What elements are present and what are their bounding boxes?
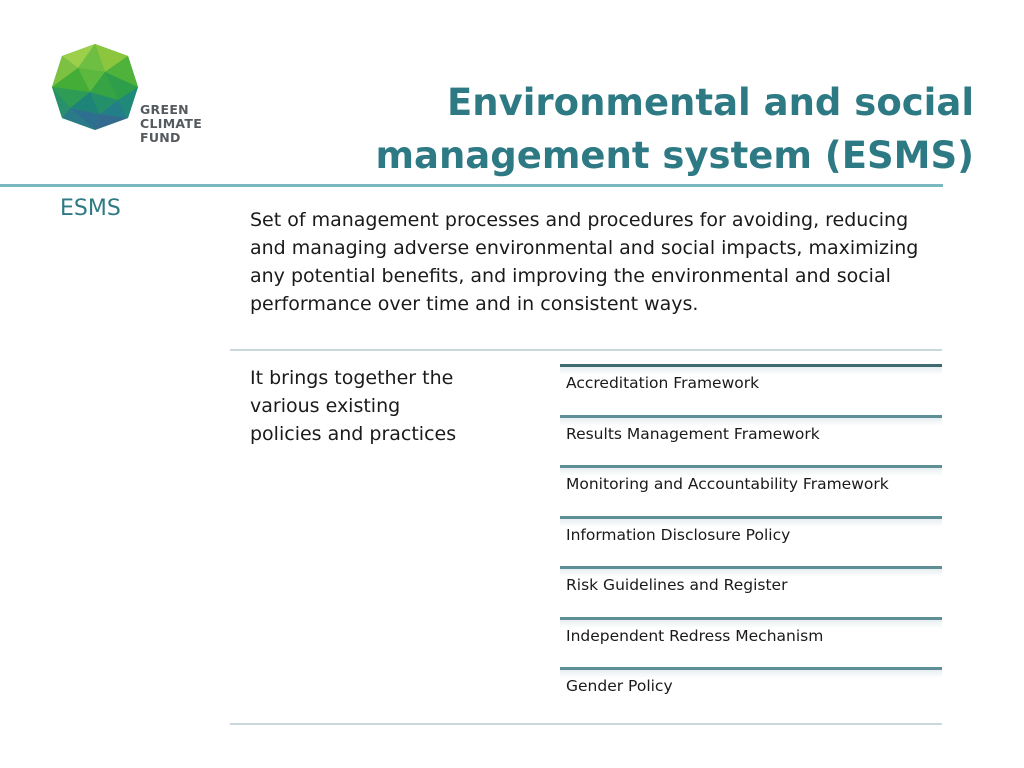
section-label: ESMS bbox=[60, 196, 121, 221]
list-item bbox=[560, 667, 942, 714]
row-divider bbox=[230, 349, 942, 351]
framework-label: Gender Policy bbox=[566, 677, 673, 695]
gcf-logo bbox=[50, 42, 210, 152]
framework-list bbox=[560, 364, 942, 718]
framework-label: Independent Redress Mechanism bbox=[566, 626, 824, 645]
framework-label: Information Disclosure Policy bbox=[566, 525, 791, 544]
logo-line: CLIMATE bbox=[140, 116, 203, 131]
title-line-2: management system (ESMS) bbox=[375, 134, 974, 177]
title-divider bbox=[0, 184, 943, 187]
list-item bbox=[560, 566, 942, 613]
list-item bbox=[560, 415, 942, 462]
geodesic-globe-icon bbox=[50, 42, 140, 132]
logo-wordmark bbox=[140, 103, 202, 145]
framework-label: Monitoring and Accountability Framework bbox=[566, 475, 889, 493]
logo-line: FUND bbox=[140, 130, 181, 145]
framework-label: Accreditation Framework bbox=[566, 374, 760, 392]
list-item bbox=[560, 617, 942, 664]
framework-label: Results Management Framework bbox=[566, 424, 820, 443]
brings-together-text: It brings together the various existing policies and practices bbox=[250, 367, 457, 445]
logo-line: GREEN bbox=[140, 102, 189, 117]
list-item bbox=[560, 465, 942, 512]
slide-title bbox=[354, 76, 974, 182]
title-line-1: Environmental and social bbox=[446, 81, 974, 124]
list-item bbox=[560, 364, 942, 411]
esms-definition: Set of management processes and procedures for avoiding, reducing and managing adverse environmental and social impacts, maximizing any potential benefits, and improving the environmental and social performance over time and in consistent ways. bbox=[250, 209, 919, 315]
list-item bbox=[560, 516, 942, 563]
framework-label: Risk Guidelines and Register bbox=[566, 576, 788, 594]
bottom-divider bbox=[230, 723, 942, 725]
